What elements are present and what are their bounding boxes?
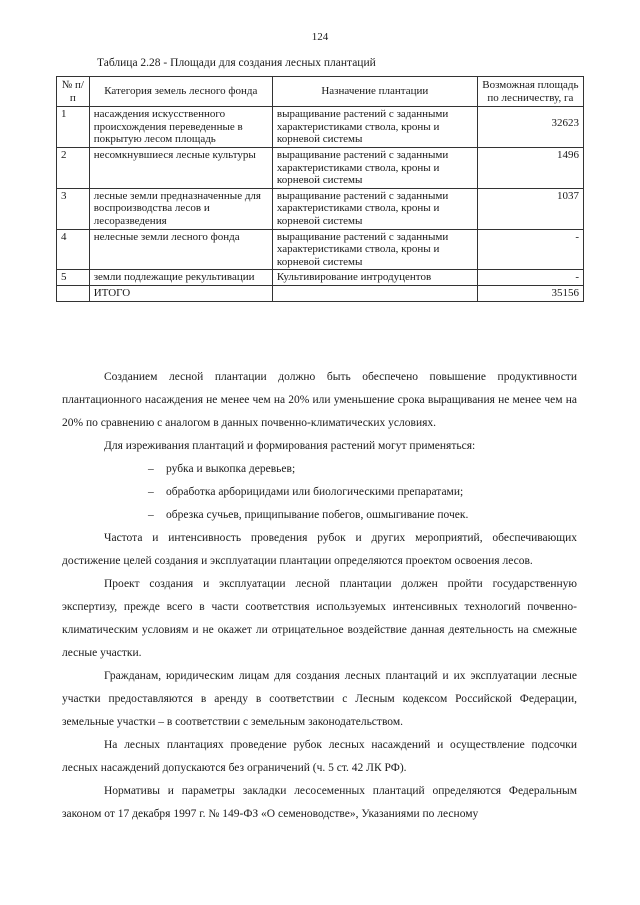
paragraph-felling: На лесных плантациях проведение рубок лесных насаждений и осуществление подсочки лесных насаждений допускаются без ограничений (ч. 5 ст. 42 ЛК РФ). bbox=[62, 739, 577, 774]
row-purpose: выращивание растений с заданными характеристиками ствола, кроны и корневой системы bbox=[272, 229, 477, 270]
paragraph-project-expertise: Проект создания и эксплуатации лесной плантации должен пройти государственную экспертизу, прежде всего в части соответствия используемых интенсивных технологий почвенно-климатическим условиям и не окажет ли отрицательное воздействие данная деятельность на смежные лесные участки. bbox=[62, 578, 577, 659]
header-category: Категория земель лесного фонда bbox=[89, 77, 272, 107]
table-header-row bbox=[57, 77, 584, 107]
row-num: 1 bbox=[57, 107, 90, 148]
paragraph-lease: Гражданам, юридическим лицам для создания лесных плантаций и их эксплуатации лесные участки предоставляются в аренду в соответствии с Лесным кодексом Российской Федерации, земельные участки – в соответствии с земельным законодательством. bbox=[62, 670, 577, 728]
paragraph-frequency: Частота и интенсивность проведения рубок и других мероприятий, обеспечивающих достижение целей создания и эксплуатации плантации определяются проектом освоения лесов. bbox=[62, 532, 577, 567]
page-number: 124 bbox=[311, 31, 329, 43]
list-item-text: обрезка сучьев, прищипывание побегов, ошмыгивание почек. bbox=[166, 509, 469, 521]
lands-table bbox=[56, 76, 584, 302]
list-item-text: обработка арборицидами или биологическими препаратами; bbox=[166, 486, 464, 498]
header-area: Возможная площадь по лесничеству, га bbox=[477, 77, 583, 107]
row-num: 3 bbox=[57, 188, 90, 229]
thinning-methods-list bbox=[62, 458, 577, 527]
row-category: земли подлежащие рекультивации bbox=[89, 270, 272, 286]
row-area: 1037 bbox=[477, 188, 583, 229]
row-area: - bbox=[477, 270, 583, 286]
table-caption: Таблица 2.28 - Площади для создания лесных плантаций bbox=[97, 57, 376, 69]
row-num: 2 bbox=[57, 147, 90, 188]
row-area: 32623 bbox=[477, 107, 583, 148]
row-purpose: выращивание растений с заданными характеристиками ствола, кроны и корневой системы bbox=[272, 147, 477, 188]
total-area: 35156 bbox=[477, 285, 583, 301]
total-label: ИТОГО bbox=[89, 285, 272, 301]
row-purpose: Культивирование интродуцентов bbox=[272, 270, 477, 286]
row-area: 1496 bbox=[477, 147, 583, 188]
list-item bbox=[62, 458, 577, 481]
bullet-dash: – bbox=[148, 509, 154, 521]
paragraph-norms: Нормативы и параметры закладки лесосеменных плантаций определяются Федеральным законом от 17 декабря 1997 г. № 149-ФЗ «О семеноводстве», Указаниями по лесному bbox=[62, 785, 577, 820]
row-category: лесные земли предназначенные для воспроизводства лесов и лесоразведения bbox=[89, 188, 272, 229]
row-num: 4 bbox=[57, 229, 90, 270]
header-num: № п/п bbox=[57, 77, 90, 107]
total-num-empty bbox=[57, 285, 90, 301]
table-row bbox=[57, 229, 584, 270]
table-total-row bbox=[57, 285, 584, 301]
body-text bbox=[62, 366, 577, 826]
list-item-text: рубка и выкопка деревьев; bbox=[166, 463, 296, 475]
row-category: нелесные земли лесного фонда bbox=[89, 229, 272, 270]
table-row bbox=[57, 270, 584, 286]
total-purpose-empty bbox=[272, 285, 477, 301]
header-purpose: Назначение плантации bbox=[272, 77, 477, 107]
bullet-dash: – bbox=[148, 463, 154, 475]
row-num: 5 bbox=[57, 270, 90, 286]
table-row bbox=[57, 188, 584, 229]
row-category: насаждения искусственного происхождения переведенные в покрытую лесом площадь bbox=[89, 107, 272, 148]
paragraph-thinning-intro: Для изреживания плантаций и формирования растений могут применяться: bbox=[104, 440, 476, 452]
row-purpose: выращивание растений с заданными характеристиками ствола, кроны и корневой системы bbox=[272, 188, 477, 229]
row-purpose: выращивание растений с заданными характеристиками ствола, кроны и корневой системы bbox=[272, 107, 477, 148]
list-item bbox=[62, 504, 577, 527]
bullet-dash: – bbox=[148, 486, 154, 498]
row-category: несомкнувшиеся лесные культуры bbox=[89, 147, 272, 188]
table-row bbox=[57, 147, 584, 188]
table-row bbox=[57, 107, 584, 148]
list-item bbox=[62, 481, 577, 504]
row-area: - bbox=[477, 229, 583, 270]
paragraph-productivity: Созданием лесной плантации должно быть обеспечено повышение продуктивности плантационного насаждения не менее чем на 20% или уменьшение срока выращивания не менее чем на 20% по сравнению с аналогом в данных почвенно-климатических условиях. bbox=[62, 371, 577, 429]
